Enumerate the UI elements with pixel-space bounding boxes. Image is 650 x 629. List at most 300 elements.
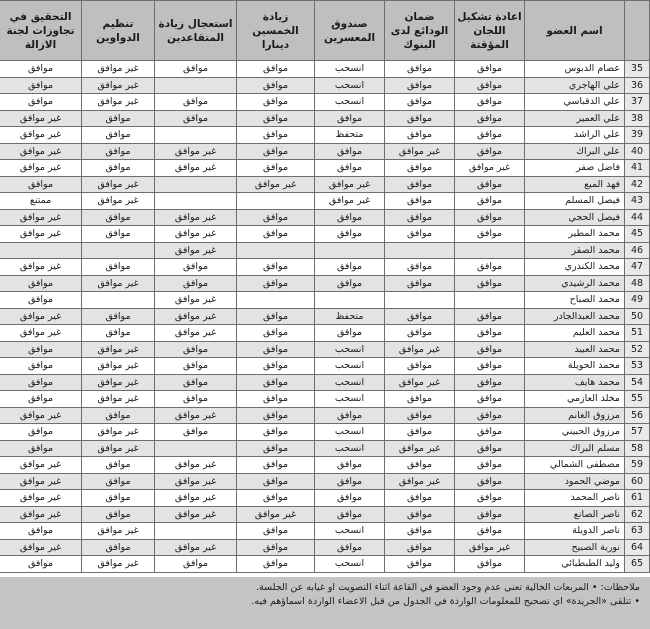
vote-debtors-fund: موافق — [315, 490, 385, 507]
vote-investigation: موافق — [0, 176, 82, 193]
vote-deposits: غير موافق — [385, 341, 455, 358]
vote-fifty-dinars: موافق — [237, 226, 315, 243]
vote-fifty-dinars: موافق — [237, 391, 315, 408]
table-row — [0, 259, 650, 276]
vote-investigation: غير موافق — [0, 539, 82, 556]
vote-investigation: موافق — [0, 556, 82, 573]
vote-fifty-dinars: موافق — [237, 110, 315, 127]
vote-deposits: غير موافق — [385, 374, 455, 391]
vote-committees: موافق — [455, 110, 525, 127]
vote-diwaniyas: موافق — [82, 127, 155, 144]
row-number: 40 — [625, 143, 650, 160]
member-name: مصطفى الشمالي — [525, 457, 625, 474]
vote-fifty-dinars: موافق — [237, 160, 315, 177]
vote-deposits: موافق — [385, 259, 455, 276]
table-row — [0, 556, 650, 573]
member-name: فيصل الحجي — [525, 209, 625, 226]
vote-deposits: موافق — [385, 61, 455, 78]
row-number: 48 — [625, 275, 650, 292]
vote-deposits: موافق — [385, 275, 455, 292]
member-name: محمد المطير — [525, 226, 625, 243]
vote-diwaniyas — [82, 292, 155, 309]
row-number: 45 — [625, 226, 650, 243]
vote-diwaniyas: موافق — [82, 110, 155, 127]
vote-fifty-dinars: موافق — [237, 209, 315, 226]
vote-fifty-dinars: موافق — [237, 523, 315, 540]
vote-deposits: غير موافق — [385, 473, 455, 490]
table-row — [0, 77, 650, 94]
vote-retirees — [155, 440, 237, 457]
table-row — [0, 341, 650, 358]
vote-retirees: غير موافق — [155, 143, 237, 160]
vote-investigation: غير موافق — [0, 110, 82, 127]
vote-diwaniyas: غير موافق — [82, 391, 155, 408]
member-name: محمد الكندري — [525, 259, 625, 276]
row-number: 37 — [625, 94, 650, 111]
row-number: 57 — [625, 424, 650, 441]
table-row — [0, 374, 650, 391]
vote-investigation: موافق — [0, 523, 82, 540]
table-row — [0, 143, 650, 160]
vote-debtors-fund: موافق — [315, 143, 385, 160]
vote-deposits: موافق — [385, 110, 455, 127]
vote-retirees: موافق — [155, 424, 237, 441]
vote-investigation: موافق — [0, 358, 82, 375]
member-name: علي الراشد — [525, 127, 625, 144]
table-row — [0, 176, 650, 193]
vote-debtors-fund: انسحب — [315, 440, 385, 457]
vote-diwaniyas: موافق — [82, 308, 155, 325]
table-row — [0, 539, 650, 556]
vote-diwaniyas: غير موافق — [82, 374, 155, 391]
vote-fifty-dinars: موافق — [237, 127, 315, 144]
row-number: 52 — [625, 341, 650, 358]
row-number: 39 — [625, 127, 650, 144]
vote-diwaniyas: غير موافق — [82, 523, 155, 540]
member-name: علي العمير — [525, 110, 625, 127]
table-row — [0, 275, 650, 292]
vote-debtors-fund: انسحب — [315, 374, 385, 391]
vote-debtors-fund: انسحب — [315, 358, 385, 375]
table-row — [0, 94, 650, 111]
vote-retirees: غير موافق — [155, 209, 237, 226]
vote-committees: موافق — [455, 391, 525, 408]
vote-deposits: موافق — [385, 358, 455, 375]
vote-deposits: موافق — [385, 77, 455, 94]
member-name: محمد الحويلة — [525, 358, 625, 375]
vote-investigation: غير موافق — [0, 457, 82, 474]
row-number: 61 — [625, 490, 650, 507]
vote-investigation: موافق — [0, 61, 82, 78]
member-name: مسلم البراك — [525, 440, 625, 457]
vote-diwaniyas — [82, 242, 155, 259]
table-row — [0, 160, 650, 177]
vote-deposits: غير موافق — [385, 143, 455, 160]
vote-investigation: غير موافق — [0, 127, 82, 144]
vote-diwaniyas: موافق — [82, 209, 155, 226]
row-number: 58 — [625, 440, 650, 457]
vote-investigation: غير موافق — [0, 473, 82, 490]
vote-diwaniyas: غير موافق — [82, 358, 155, 375]
note-line-1: ملاحظات: • المربعات الخالية تعني عدم وجود العضو في القاعة اثناء التصويت او غيابه عن الجلسة. — [256, 582, 640, 593]
vote-committees: موافق — [455, 77, 525, 94]
vote-deposits: موافق — [385, 127, 455, 144]
vote-deposits: موافق — [385, 308, 455, 325]
row-number: 38 — [625, 110, 650, 127]
table-row — [0, 523, 650, 540]
vote-deposits: موافق — [385, 506, 455, 523]
vote-committees: غير موافق — [455, 539, 525, 556]
vote-retirees: غير موافق — [155, 325, 237, 342]
vote-deposits: موافق — [385, 325, 455, 342]
vote-fifty-dinars: موافق — [237, 539, 315, 556]
member-name: فهد الميع — [525, 176, 625, 193]
vote-retirees: موافق — [155, 94, 237, 111]
table-row — [0, 440, 650, 457]
member-name: علي الدقباسي — [525, 94, 625, 111]
member-name: فيصل المسلم — [525, 193, 625, 210]
row-number: 47 — [625, 259, 650, 276]
vote-retirees: غير موافق — [155, 490, 237, 507]
vote-investigation: موافق — [0, 374, 82, 391]
vote-debtors-fund: انسحب — [315, 94, 385, 111]
vote-diwaniyas: موافق — [82, 160, 155, 177]
row-number: 65 — [625, 556, 650, 573]
vote-diwaniyas: موافق — [82, 407, 155, 424]
vote-deposits: موافق — [385, 193, 455, 210]
header-debtors-fund: صندوق المعسرين — [315, 1, 385, 61]
vote-debtors-fund: موافق — [315, 457, 385, 474]
vote-diwaniyas: غير موافق — [82, 61, 155, 78]
vote-diwaniyas: موافق — [82, 506, 155, 523]
row-number: 43 — [625, 193, 650, 210]
vote-deposits: موافق — [385, 160, 455, 177]
vote-fifty-dinars: موافق — [237, 275, 315, 292]
vote-committees: موافق — [455, 325, 525, 342]
row-number: 59 — [625, 457, 650, 474]
row-number: 55 — [625, 391, 650, 408]
member-name: فاضل صفر — [525, 160, 625, 177]
member-name: محمد الرشيدي — [525, 275, 625, 292]
header-investigation: التحقيق في تجاوزات لجنة الازالة — [0, 1, 82, 61]
vote-retirees: غير موافق — [155, 226, 237, 243]
header-fifty-dinars: زيادة الخمسين دينارا — [237, 1, 315, 61]
vote-investigation: غير موافق — [0, 226, 82, 243]
table-row — [0, 292, 650, 309]
vote-diwaniyas: غير موافق — [82, 341, 155, 358]
vote-investigation: غير موافق — [0, 325, 82, 342]
vote-diwaniyas: غير موافق — [82, 275, 155, 292]
member-name: محمد الصقر — [525, 242, 625, 259]
member-name: ناصر المحمد — [525, 490, 625, 507]
vote-investigation: غير موافق — [0, 209, 82, 226]
row-number: 64 — [625, 539, 650, 556]
vote-deposits: موافق — [385, 424, 455, 441]
table-row — [0, 391, 650, 408]
vote-retirees: موافق — [155, 391, 237, 408]
vote-retirees: غير موافق — [155, 457, 237, 474]
table-row — [0, 110, 650, 127]
vote-diwaniyas: موافق — [82, 473, 155, 490]
vote-debtors-fund: موافق — [315, 325, 385, 342]
member-name: ناصر الصانع — [525, 506, 625, 523]
vote-committees: موافق — [455, 209, 525, 226]
table-row — [0, 325, 650, 342]
header-deposits: ضمان الودائع لدى البنوك — [385, 1, 455, 61]
vote-committees: موافق — [455, 358, 525, 375]
table-row — [0, 407, 650, 424]
vote-deposits: موافق — [385, 391, 455, 408]
row-number: 36 — [625, 77, 650, 94]
vote-fifty-dinars: غير موافق — [237, 506, 315, 523]
vote-diwaniyas: غير موافق — [82, 440, 155, 457]
member-name: محمد العليم — [525, 325, 625, 342]
vote-debtors-fund: موافق — [315, 226, 385, 243]
vote-investigation: غير موافق — [0, 490, 82, 507]
member-name: ناصر الدويلة — [525, 523, 625, 540]
member-name: وليد الطبطبائي — [525, 556, 625, 573]
vote-committees: موافق — [455, 226, 525, 243]
vote-debtors-fund: موافق — [315, 275, 385, 292]
vote-debtors-fund — [315, 242, 385, 259]
vote-retirees — [155, 523, 237, 540]
vote-retirees: موافق — [155, 374, 237, 391]
vote-fifty-dinars: موافق — [237, 457, 315, 474]
vote-debtors-fund: موافق — [315, 506, 385, 523]
vote-diwaniyas: غير موافق — [82, 77, 155, 94]
vote-committees: موافق — [455, 440, 525, 457]
member-name: محمد هايف — [525, 374, 625, 391]
vote-investigation: موافق — [0, 94, 82, 111]
vote-diwaniyas: موافق — [82, 539, 155, 556]
vote-committees: موافق — [455, 424, 525, 441]
row-number: 62 — [625, 506, 650, 523]
vote-investigation: غير موافق — [0, 160, 82, 177]
vote-debtors-fund: انسحب — [315, 556, 385, 573]
vote-fifty-dinars: موافق — [237, 61, 315, 78]
vote-investigation: موافق — [0, 341, 82, 358]
vote-debtors-fund: موافق — [315, 110, 385, 127]
vote-debtors-fund — [315, 292, 385, 309]
vote-debtors-fund: انسحب — [315, 523, 385, 540]
vote-diwaniyas: موافق — [82, 457, 155, 474]
vote-committees: موافق — [455, 407, 525, 424]
vote-committees: موافق — [455, 94, 525, 111]
vote-investigation: غير موافق — [0, 407, 82, 424]
row-number: 60 — [625, 473, 650, 490]
row-number: 56 — [625, 407, 650, 424]
vote-diwaniyas: موافق — [82, 143, 155, 160]
table-row — [0, 506, 650, 523]
header-retirees: استعجال زيادة المتقاعدين — [155, 1, 237, 61]
member-name: عصام الدبوس — [525, 61, 625, 78]
member-name: علي الهاجري — [525, 77, 625, 94]
table-row — [0, 127, 650, 144]
vote-fifty-dinars: موافق — [237, 374, 315, 391]
vote-deposits: موافق — [385, 523, 455, 540]
member-name: مخلد العازمي — [525, 391, 625, 408]
table-row — [0, 473, 650, 490]
vote-deposits: موافق — [385, 176, 455, 193]
vote-committees — [455, 292, 525, 309]
vote-deposits: موافق — [385, 457, 455, 474]
vote-committees: موافق — [455, 61, 525, 78]
vote-deposits: موافق — [385, 94, 455, 111]
vote-debtors-fund: غير موافق — [315, 176, 385, 193]
vote-investigation: موافق — [0, 391, 82, 408]
vote-deposits: موافق — [385, 407, 455, 424]
vote-diwaniyas: غير موافق — [82, 424, 155, 441]
vote-investigation: غير موافق — [0, 308, 82, 325]
header-row — [0, 1, 650, 61]
vote-fifty-dinars: موافق — [237, 424, 315, 441]
vote-diwaniyas: غير موافق — [82, 94, 155, 111]
vote-fifty-dinars: موافق — [237, 407, 315, 424]
table-row — [0, 193, 650, 210]
vote-retirees: موافق — [155, 556, 237, 573]
vote-diwaniyas: غير موافق — [82, 556, 155, 573]
table-row — [0, 457, 650, 474]
vote-investigation: ممتنع — [0, 193, 82, 210]
vote-investigation: موافق — [0, 440, 82, 457]
vote-fifty-dinars: موافق — [237, 143, 315, 160]
member-name: نورية الصبيح — [525, 539, 625, 556]
vote-investigation: غير موافق — [0, 259, 82, 276]
vote-committees: موافق — [455, 523, 525, 540]
table-row — [0, 358, 650, 375]
vote-retirees: غير موافق — [155, 539, 237, 556]
vote-retirees: موافق — [155, 61, 237, 78]
vote-retirees: موافق — [155, 358, 237, 375]
vote-fifty-dinars: موافق — [237, 308, 315, 325]
table-row — [0, 308, 650, 325]
vote-fifty-dinars — [237, 292, 315, 309]
member-name: محمد العبيد — [525, 341, 625, 358]
vote-committees: موافق — [455, 473, 525, 490]
table-row — [0, 424, 650, 441]
vote-deposits: موافق — [385, 539, 455, 556]
vote-retirees: غير موافق — [155, 292, 237, 309]
vote-committees: موافق — [455, 275, 525, 292]
row-number: 42 — [625, 176, 650, 193]
vote-diwaniyas: غير موافق — [82, 176, 155, 193]
vote-fifty-dinars: موافق — [237, 341, 315, 358]
row-number: 54 — [625, 374, 650, 391]
vote-deposits: موافق — [385, 490, 455, 507]
vote-fifty-dinars: موافق — [237, 556, 315, 573]
vote-diwaniyas: غير موافق — [82, 193, 155, 210]
vote-investigation: غير موافق — [0, 506, 82, 523]
vote-fifty-dinars: موافق — [237, 77, 315, 94]
vote-debtors-fund: انسحب — [315, 341, 385, 358]
vote-retirees: غير موافق — [155, 506, 237, 523]
vote-diwaniyas: موافق — [82, 325, 155, 342]
vote-fifty-dinars: موافق — [237, 473, 315, 490]
vote-committees: موافق — [455, 341, 525, 358]
vote-retirees: غير موافق — [155, 242, 237, 259]
row-number: 51 — [625, 325, 650, 342]
vote-debtors-fund: موافق — [315, 209, 385, 226]
vote-fifty-dinars: موافق — [237, 325, 315, 342]
vote-diwaniyas: موافق — [82, 490, 155, 507]
vote-committees: موافق — [455, 176, 525, 193]
vote-fifty-dinars: موافق — [237, 94, 315, 111]
row-number: 49 — [625, 292, 650, 309]
vote-committees: موافق — [455, 127, 525, 144]
vote-debtors-fund: انسحب — [315, 77, 385, 94]
row-number: 53 — [625, 358, 650, 375]
row-number: 63 — [625, 523, 650, 540]
table-body — [0, 61, 650, 573]
row-number: 41 — [625, 160, 650, 177]
vote-debtors-fund: موافق — [315, 473, 385, 490]
table-row — [0, 226, 650, 243]
vote-committees: موافق — [455, 259, 525, 276]
vote-diwaniyas: موافق — [82, 259, 155, 276]
vote-committees — [455, 242, 525, 259]
vote-fifty-dinars: غير موافق — [237, 176, 315, 193]
member-name: مرزوق الغانم — [525, 407, 625, 424]
row-number: 50 — [625, 308, 650, 325]
member-name: علي البراك — [525, 143, 625, 160]
vote-retirees — [155, 77, 237, 94]
vote-committees: غير موافق — [455, 160, 525, 177]
vote-debtors-fund: انسحب — [315, 424, 385, 441]
vote-deposits — [385, 292, 455, 309]
vote-committees: موافق — [455, 457, 525, 474]
vote-debtors-fund: انسحب — [315, 391, 385, 408]
header-member-name: اسم العضو — [525, 1, 625, 61]
vote-committees: موافق — [455, 193, 525, 210]
member-name: محمد العبدالجادر — [525, 308, 625, 325]
vote-debtors-fund: موافق — [315, 160, 385, 177]
vote-investigation — [0, 242, 82, 259]
vote-investigation: موافق — [0, 424, 82, 441]
vote-deposits: موافق — [385, 556, 455, 573]
vote-committees: موافق — [455, 143, 525, 160]
header-num — [625, 1, 650, 61]
vote-fifty-dinars: موافق — [237, 259, 315, 276]
vote-committees: موافق — [455, 506, 525, 523]
vote-committees: موافق — [455, 556, 525, 573]
table-row — [0, 209, 650, 226]
vote-deposits: موافق — [385, 226, 455, 243]
vote-debtors-fund: متحفظ — [315, 127, 385, 144]
vote-retirees: موافق — [155, 259, 237, 276]
vote-diwaniyas: موافق — [82, 226, 155, 243]
row-number: 44 — [625, 209, 650, 226]
vote-committees: موافق — [455, 374, 525, 391]
vote-fifty-dinars: موافق — [237, 490, 315, 507]
member-name: محمد الصباح — [525, 292, 625, 309]
vote-retirees: غير موافق — [155, 473, 237, 490]
vote-debtors-fund: انسحب — [315, 61, 385, 78]
vote-fifty-dinars: موافق — [237, 358, 315, 375]
vote-retirees: غير موافق — [155, 160, 237, 177]
vote-debtors-fund: غير موافق — [315, 193, 385, 210]
vote-deposits: غير موافق — [385, 440, 455, 457]
vote-retirees — [155, 193, 237, 210]
vote-retirees — [155, 176, 237, 193]
vote-debtors-fund: موافق — [315, 259, 385, 276]
table-row — [0, 61, 650, 78]
vote-committees: موافق — [455, 490, 525, 507]
member-name: موضي الحمود — [525, 473, 625, 490]
vote-retirees: موافق — [155, 275, 237, 292]
vote-fifty-dinars — [237, 242, 315, 259]
vote-debtors-fund: موافق — [315, 407, 385, 424]
table-row — [0, 490, 650, 507]
